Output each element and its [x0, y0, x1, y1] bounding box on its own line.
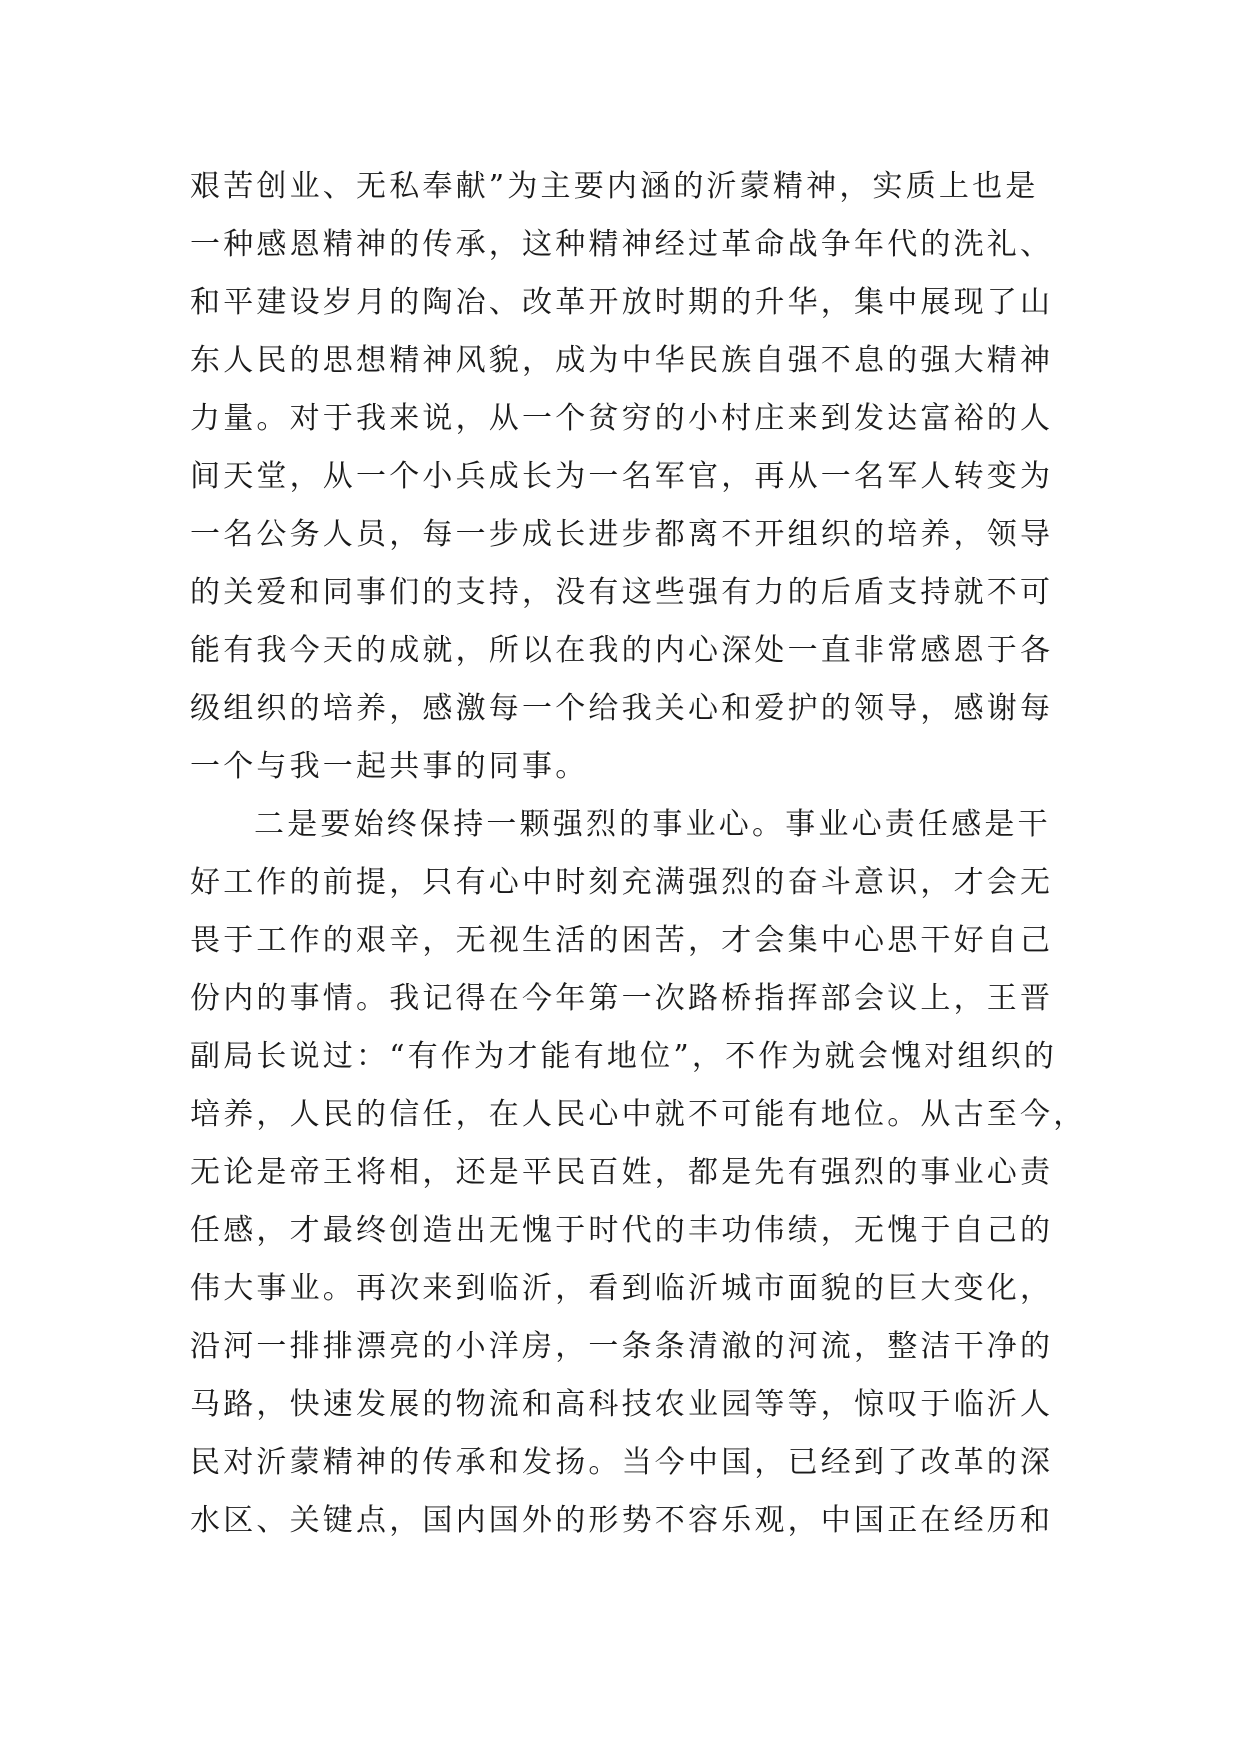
text-line: 马路，快速发展的物流和高科技农业园等等，惊叹于临沂人 — [190, 1387, 1054, 1422]
body-text — [190, 158, 1087, 1550]
text-line: 艰苦创业、无私奉献”为主要内涵的沂蒙精神，实质上也是 — [190, 169, 1039, 204]
text-line: 的关爱和同事们的支持，没有这些强有力的后盾支持就不可 — [190, 575, 1054, 610]
text-line: 级组织的培养，感激每一个给我关心和爱护的领导，感谢每 — [190, 691, 1054, 726]
text-line: 伟大事业。再次来到临沂，看到临沂城市面貌的巨大变化， — [190, 1271, 1054, 1306]
text-line: 民对沂蒙精神的传承和发扬。当今中国，已经到了改革的深 — [190, 1445, 1054, 1480]
text-line: 东人民的思想精神风貌，成为中华民族自强不息的强大精神 — [190, 343, 1054, 378]
text-line: 无论是帝王将相，还是平民百姓，都是先有强烈的事业心责 — [190, 1155, 1054, 1190]
text-line: 任感，才最终创造出无愧于时代的丰功伟绩，无愧于自己的 — [190, 1213, 1054, 1248]
text-line: 一种感恩精神的传承，这种精神经过革命战争年代的洗礼、 — [190, 227, 1054, 262]
text-line: 能有我今天的成就，所以在我的内心深处一直非常感恩于各 — [190, 633, 1054, 668]
text-line: 副局长说过：“有作为才能有地位”，不作为就会愧对组织的 — [190, 1039, 1058, 1074]
text-line: 份内的事情。我记得在今年第一次路桥指挥部会议上，王晋 — [190, 981, 1054, 1016]
text-line: 培养，人民的信任，在人民心中就不可能有地位。从古至今， — [190, 1097, 1087, 1132]
text-line: 和平建设岁月的陶冶、改革开放时期的升华，集中展现了山 — [190, 285, 1054, 320]
paragraph-start-line: 二是要始终保持一颗强烈的事业心。事业心责任感是干 — [254, 807, 1051, 842]
text-line: 一名公务人员，每一步成长进步都离不开组织的培养，领导 — [190, 517, 1054, 552]
text-line: 水区、关键点，国内国外的形势不容乐观，中国正在经历和 — [190, 1503, 1054, 1538]
text-line: 畏于工作的艰辛，无视生活的困苦，才会集中心思干好自己 — [190, 923, 1054, 958]
text-line: 间天堂，从一个小兵成长为一名军官，再从一名军人转变为 — [190, 459, 1054, 494]
text-line: 力量。对于我来说，从一个贫穷的小村庄来到发达富裕的人 — [190, 401, 1054, 436]
text-line: 好工作的前提，只有心中时刻充满强烈的奋斗意识，才会无 — [190, 865, 1054, 900]
text-line: 沿河一排排漂亮的小洋房，一条条清澈的河流，整洁干净的 — [190, 1329, 1054, 1364]
text-line: 一个与我一起共事的同事。 — [190, 749, 589, 784]
